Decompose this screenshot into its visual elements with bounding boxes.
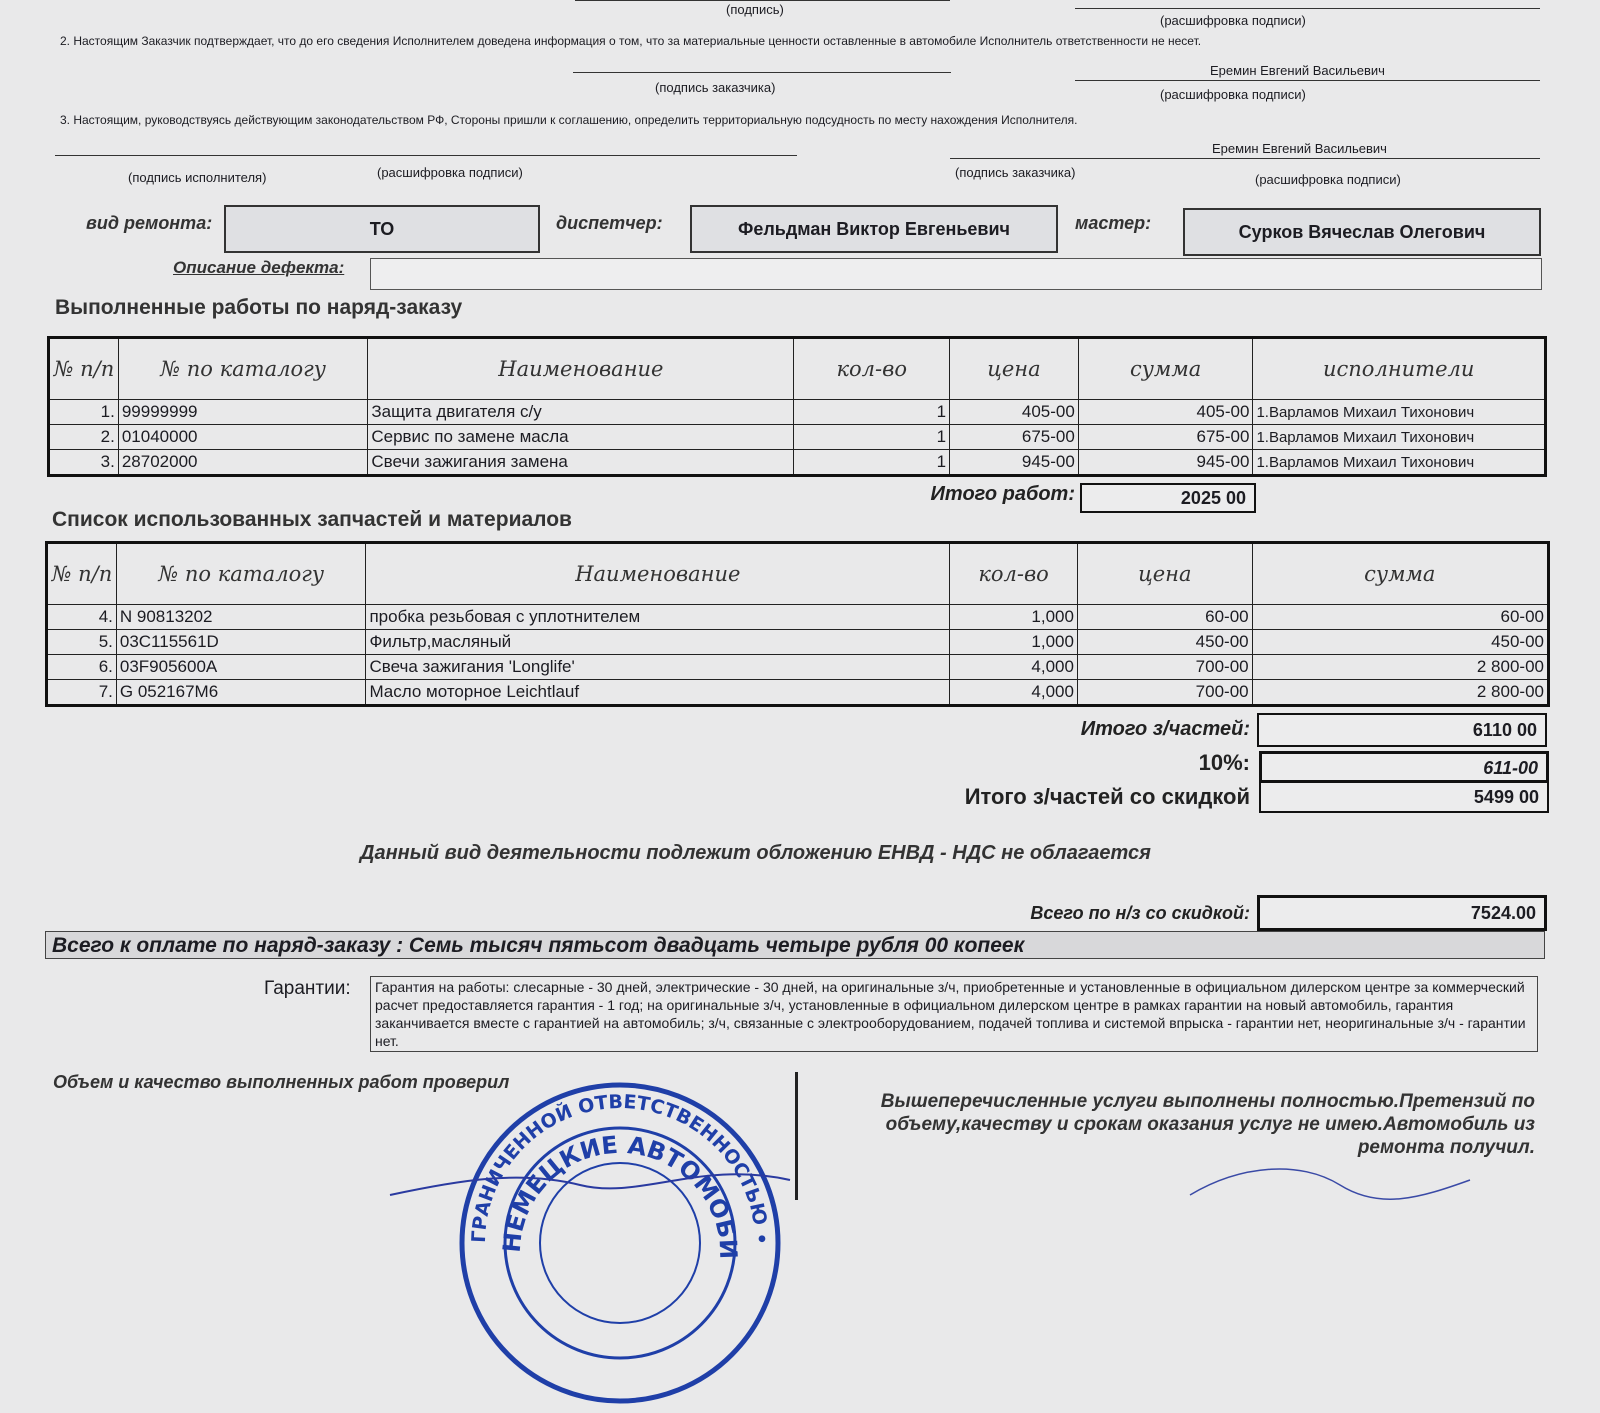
item-name: Свечи зажигания замена [368,450,794,476]
item-name: Масло моторное Leichtlauf [366,680,950,706]
row-number: 1. [49,400,119,425]
col-header: № по каталогу [116,543,366,605]
checked-note: Объем и качество выполненных работ проверил [53,1072,510,1092]
payment-words: Всего к оплате по наряд-заказу : Семь тысяч пятьсот двадцать четыре рубля 00 копеек [45,931,1545,959]
parts-table [45,541,1550,707]
item-name: Свеча зажигания 'Longlife' [366,655,950,680]
catalog-number: 03C115561D [116,630,366,655]
row-number: 2. [49,425,119,450]
master-field: Сурков Вячеслав Олегович [1183,208,1541,256]
col-header: № по каталогу [118,338,368,400]
price: 405-00 [950,400,1079,425]
parts-title: Список использованных запчастей и материалов [52,508,572,531]
quantity: 1 [794,425,950,450]
row-number: 6. [47,655,117,680]
table-row [47,680,1549,706]
signature-label: (подпись) [726,2,784,17]
executor-signature-label: (подпись исполнителя) [128,170,267,185]
col-header: № п/п [47,543,117,605]
customer-signature-label: (подпись заказчика) [655,80,776,95]
table-row [49,400,1546,425]
col-header: кол-во [950,543,1078,605]
master-label: мастер: [1075,213,1152,233]
executor: 1.Варламов Михаил Тихонович [1253,425,1546,450]
catalog-number: G 052167M6 [116,680,366,706]
services-note: Вышеперечисленные услуги выполнены полностью.Претензий по объему,качеству и срокам оказания услуг не имею.Автомобиль из ремонта получил. [880,1091,1535,1158]
stamp-text-inner: НЕМЕЦКИЕ АВТОМОБИ [497,1130,743,1260]
row-number: 5. [47,630,117,655]
company-stamp [455,1078,785,1408]
catalog-number: 01040000 [118,425,368,450]
executor: 1.Варламов Михаил Тихонович [1253,400,1546,425]
works-table [47,336,1547,477]
customer-signature-label: (подпись заказчика) [955,165,1076,180]
dispatcher-label: диспетчер: [556,213,663,233]
signature-scribble [1180,1160,1480,1200]
decode-label: (расшифровка подписи) [1255,172,1401,187]
quantity: 1,000 [950,630,1078,655]
row-number: 3. [49,450,119,476]
discount-label: 10%: [1198,750,1250,775]
works-title: Выполненные работы по наряд-заказу [55,296,463,319]
item-name: Сервис по замене масла [368,425,794,450]
catalog-number: 03F905600A [116,655,366,680]
grand-total-value: 7524.00 [1257,895,1547,931]
grand-total-label: Всего по н/з со скидкой: [1030,903,1250,923]
sum: 450-00 [1252,630,1548,655]
tax-note: Данный вид деятельности подлежит обложению ЕНВД - НДС не облагается [360,842,1151,864]
works-total-label: Итого работ: [930,483,1075,505]
table-row [47,605,1549,630]
item-name: Защита двигателя с/у [368,400,794,425]
defect-label: Описание дефекта: [173,258,345,277]
decode-label: (расшифровка подписи) [1160,13,1306,28]
customer-name: Еремин Евгений Васильевич [1212,141,1387,156]
decode-label: (расшифровка подписи) [1160,87,1306,102]
row-number: 7. [47,680,117,706]
parts-total-value: 6110 00 [1257,713,1547,747]
col-header: кол-во [794,338,950,400]
table-row [47,655,1549,680]
col-header: исполнители [1253,338,1546,400]
table-row [49,450,1546,476]
quantity: 4,000 [950,655,1078,680]
discount-value: 611-00 [1259,751,1549,783]
works-total-value: 2025 00 [1080,483,1256,513]
price: 700-00 [1077,680,1252,706]
quantity: 1 [794,400,950,425]
warranty-text: Гарантия на работы: слесарные - 30 дней, электрические - 30 дней, на оригинальные з/ч, приобретенные и установленные в официальном дилерском центре за коммерческий расчет предоставляется гарантия - 1 год; на оригинальные з/ч, установленные в официальном дилерском центре в рамках гарантии на новый автомобиль, гарантия заканчивается вместе с гарантией на автомобиль; з/ч, связанные с электрооборудованием, подачей топлива и системой впрыска - гарантии нет, неоригинальные з/ч - гарантии нет. [370,976,1538,1052]
quantity: 1 [794,450,950,476]
stamp-text-outer: ГРАНИЧЕННОЙ ОТВЕТСТВЕННОСТЬЮ • [467,1090,773,1246]
sum: 2 800-00 [1252,655,1548,680]
price: 675-00 [950,425,1079,450]
catalog-number: N 90813202 [116,605,366,630]
discounted-total-label: Итого з/частей со скидкой [964,784,1250,809]
sum: 945-00 [1078,450,1253,476]
table-row [47,630,1549,655]
col-header: № п/п [49,338,119,400]
decode-label: (расшифровка подписи) [377,165,523,180]
col-header: сумма [1078,338,1253,400]
price: 700-00 [1077,655,1252,680]
price: 945-00 [950,450,1079,476]
dispatcher-field: Фельдман Виктор Евгеньевич [690,205,1058,253]
row-number: 4. [47,605,117,630]
item-name: Фильтр,масляный [366,630,950,655]
sum: 60-00 [1252,605,1548,630]
catalog-number: 28702000 [118,450,368,476]
price: 450-00 [1077,630,1252,655]
catalog-number: 99999999 [118,400,368,425]
discounted-total-value: 5499 00 [1259,781,1549,813]
executor: 1.Варламов Михаил Тихонович [1253,450,1546,476]
col-header: цена [1077,543,1252,605]
price: 60-00 [1077,605,1252,630]
warranty-label: Гарантии: [264,978,351,999]
sum: 2 800-00 [1252,680,1548,706]
customer-name: Еремин Евгений Васильевич [1210,63,1385,78]
repair-type-field: ТО [224,205,540,253]
parts-total-label: Итого з/частей: [1080,718,1250,740]
item-name: пробка резьбовая с уплотнителем [366,605,950,630]
repair-type-label: вид ремонта: [86,213,213,233]
defect-field [370,258,1542,290]
col-header: Наименование [366,543,950,605]
signature-scribble [380,1150,800,1200]
quantity: 1,000 [950,605,1078,630]
sum: 675-00 [1078,425,1253,450]
col-header: сумма [1252,543,1548,605]
table-row [49,425,1546,450]
clause-3: 3. Настоящим, руководствуясь действующим законодательством РФ, Стороны пришли к соглашению, определить территориальную подсудность по месту нахождения Исполнителя. [60,113,1078,127]
col-header: цена [950,338,1079,400]
sum: 405-00 [1078,400,1253,425]
col-header: Наименование [368,338,794,400]
clause-2: 2. Настоящим Заказчик подтверждает, что до его сведения Исполнителем доведена информация о том, что за материальные ценности оставленные в автомобиле Исполнитель ответственности не несет. [60,34,1202,48]
quantity: 4,000 [950,680,1078,706]
